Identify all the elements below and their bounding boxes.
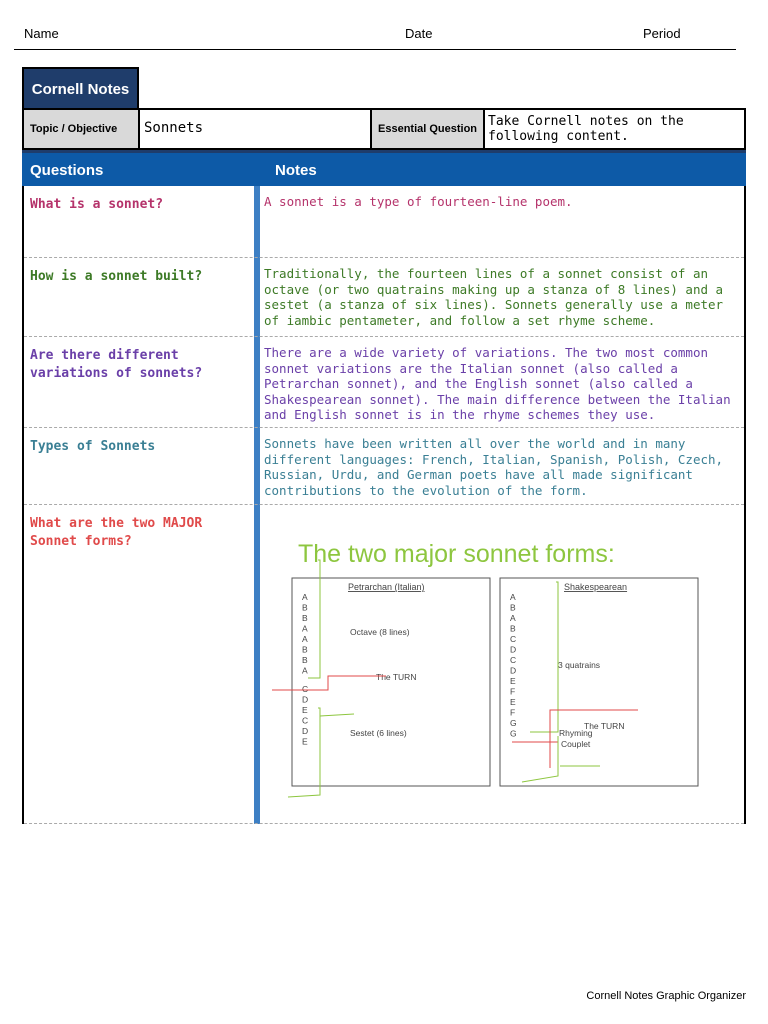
notes-row — [24, 428, 744, 505]
rhyme-letter: F — [510, 686, 516, 697]
notes-row — [24, 186, 744, 258]
essential-question-value: Take Cornell notes on the following content. — [488, 114, 684, 144]
octave-label: Octave (8 lines) — [350, 627, 410, 637]
rhyme-letter: E — [302, 705, 308, 715]
rhyme-letter: A — [510, 613, 516, 623]
shakespearean-annotations — [512, 582, 638, 782]
cornell-notes-tab: Cornell Notes — [22, 67, 139, 108]
note-cell: Traditionally, the fourteen lines of a sonnet consist of an octave (or two quatrains making up a stanza of 8 lines) and a sestet (a stanza of six lines). Sonnets generally use a meter of iambic pentameter, and follow a set rhyme scheme. — [264, 266, 724, 328]
rhyme-letter: A — [510, 592, 516, 602]
rhyme-letter: B — [510, 623, 516, 634]
notes-header: Notes — [275, 162, 317, 179]
rhyme-letter: A — [302, 623, 308, 634]
question-cell: How is a sonnet built? — [30, 269, 203, 284]
rhyme-letter: C — [510, 655, 517, 665]
petrarchan-rhyme-letters — [302, 592, 308, 747]
rhyme-letter: D — [302, 726, 309, 736]
rhyme-letter: B — [302, 613, 308, 623]
question-cell: What are the two MAJOR Sonnet forms? — [30, 516, 203, 549]
diagram-title: The two major sonnet forms: — [298, 540, 615, 568]
question-cell: Are there different variations of sonnets? — [30, 348, 203, 381]
notes-row — [24, 337, 744, 428]
date-label: Date — [405, 26, 433, 41]
shakespearean-box — [500, 578, 698, 786]
topic-row — [22, 108, 746, 150]
rhyme-letter: D — [510, 644, 517, 655]
name-label: Name — [24, 26, 59, 41]
topic-value: Sonnets — [140, 110, 372, 148]
rhyme-letter: F — [510, 707, 516, 718]
rhyme-letter: C — [302, 715, 309, 726]
rhyme-letter: B — [302, 602, 308, 613]
notes-row — [24, 258, 744, 337]
shakespearean-turn-label: The TURN — [584, 721, 625, 731]
topic-label: Topic / Objective — [24, 110, 140, 148]
question-cell: What is a sonnet? — [30, 197, 164, 212]
rhyme-letter: E — [510, 676, 516, 686]
rhyme-letter: A — [302, 634, 308, 644]
petrarchan-turn-label: The TURN — [376, 672, 417, 682]
shakespearean-rhyme-letters — [510, 592, 517, 739]
rhyme-letter: A — [302, 592, 308, 602]
rhyme-letter: C — [510, 634, 517, 644]
note-cell: There are a wide variety of variations. The two most common sonnet variations are the Italian sonnet (also called a Petrarchan sonnet), and the English sonnet (also called a Shakespearean sonnet). The main difference between the Italian and English sonnet is in the rhyme schemes they use. — [264, 345, 731, 422]
sonnet-forms-diagram — [260, 520, 744, 820]
rhyme-letter: E — [510, 697, 516, 707]
rhyme-letter: B — [302, 644, 308, 655]
rhyme-letter: B — [302, 655, 308, 665]
note-cell: Sonnets have been written all over the world and in many different languages: French, Italian, Spanish, Polish, Czech, Russian, Urdu, and German poets have all made significant contributions to the evolution of the form. — [264, 436, 724, 498]
petrarchan-title: Petrarchan (Italian) — [348, 582, 425, 592]
petrarchan-box — [292, 578, 490, 786]
header-rule — [14, 49, 736, 50]
quatrains-label: 3 quatrains — [558, 660, 601, 670]
couplet-label-line2: Couplet — [561, 739, 591, 749]
footer-text: Cornell Notes Graphic Organizer — [586, 990, 746, 1002]
rhyme-letter: D — [510, 665, 517, 676]
column-header-bar — [22, 150, 746, 186]
essential-question-label: Essential Question — [372, 110, 485, 148]
questions-header: Questions — [30, 162, 104, 179]
petrarchan-annotations — [272, 560, 386, 797]
note-cell: A sonnet is a type of fourteen-line poem. — [264, 194, 573, 209]
sestet-label: Sestet (6 lines) — [350, 728, 407, 738]
shakespearean-title: Shakespearean — [564, 582, 628, 592]
period-label: Period — [643, 26, 681, 41]
rhyme-letter: G — [510, 718, 517, 728]
rhyme-letter: E — [302, 736, 308, 747]
rhyme-letter: B — [510, 602, 516, 613]
question-cell: Types of Sonnets — [30, 439, 156, 454]
couplet-label-line1: Rhyming — [559, 728, 593, 738]
rhyme-letter: C — [302, 684, 309, 694]
rhyme-letter: D — [302, 694, 309, 705]
rhyme-letter: G — [510, 728, 517, 739]
rhyme-letter: A — [302, 665, 308, 676]
